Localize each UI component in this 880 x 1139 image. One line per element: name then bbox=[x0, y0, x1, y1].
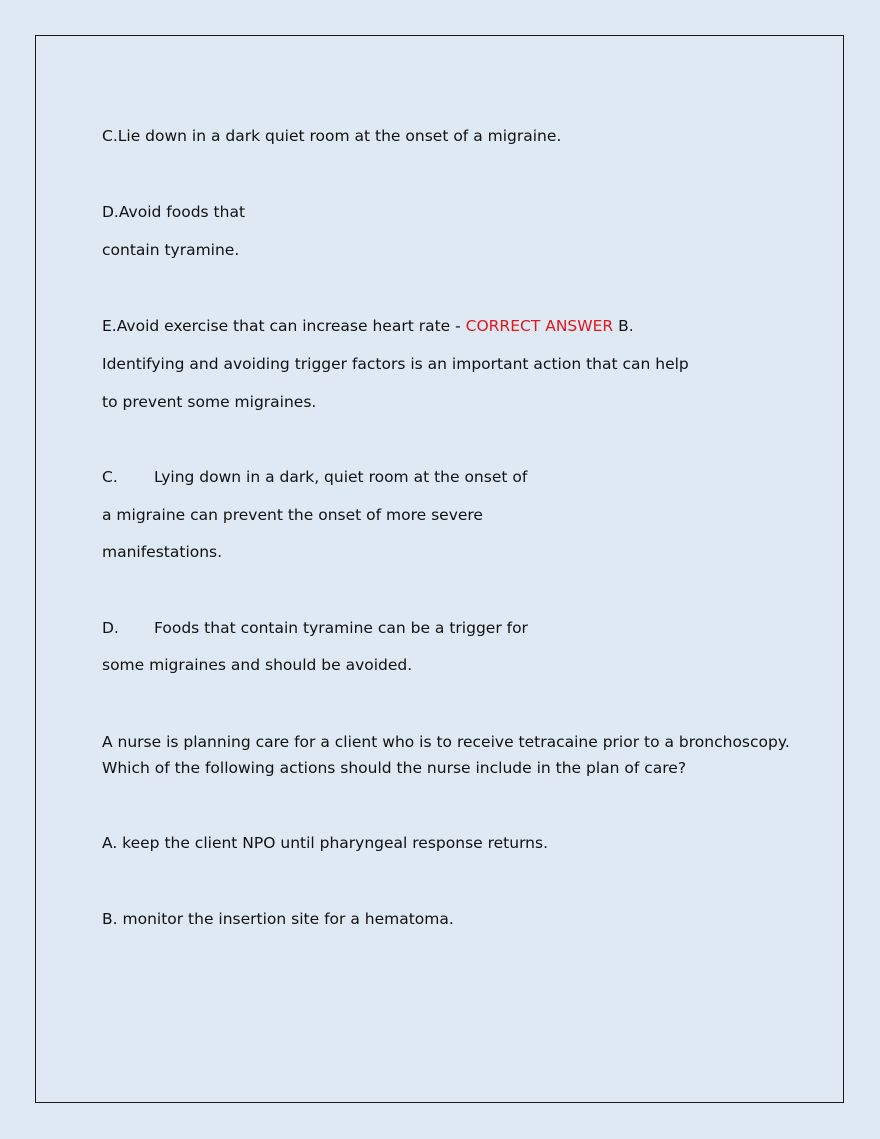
option-c-text: C.Lie down in a dark quiet room at the onset of a migraine. bbox=[102, 127, 562, 145]
option-e-line bbox=[102, 316, 634, 336]
question-line1: A nurse is planning care for a client who is to receive tetracaine prior to a bronchoscopy. bbox=[102, 733, 790, 751]
option-e-text: E.Avoid exercise that can increase heart rate - bbox=[102, 317, 466, 335]
rationale-c-line2: a migraine can prevent the onset of more severe bbox=[102, 506, 483, 524]
rationale-c-line3: manifestations. bbox=[102, 543, 223, 561]
correct-answer-label: CORRECT ANSWER bbox=[465, 317, 614, 335]
rationale-d-letter: D. bbox=[102, 619, 119, 637]
rationale-d-text: Foods that contain tyramine can be a trigger for bbox=[154, 619, 528, 637]
rationale-d-line2: some migraines and should be avoided. bbox=[102, 656, 413, 674]
rationale-c-letter: C. bbox=[102, 468, 118, 486]
rationale-b-line1: Identifying and avoiding trigger factors is an important action that can help bbox=[102, 355, 689, 373]
answer-option-b: B. monitor the insertion site for a hematoma. bbox=[102, 910, 454, 928]
option-d-text-line1: D.Avoid foods that bbox=[102, 203, 246, 221]
answer-b-marker: B. bbox=[613, 317, 634, 335]
rationale-d-line1 bbox=[102, 618, 528, 638]
page-border bbox=[35, 35, 844, 1103]
rationale-c-line1 bbox=[102, 467, 527, 487]
rationale-b-line2: to prevent some migraines. bbox=[102, 393, 317, 411]
question-line2: Which of the following actions should the nurse include in the plan of care? bbox=[102, 759, 687, 777]
answer-option-a: A. keep the client NPO until pharyngeal response returns. bbox=[102, 834, 549, 852]
rationale-c-text: Lying down in a dark, quiet room at the onset of bbox=[154, 468, 528, 486]
option-d-text-line2: contain tyramine. bbox=[102, 241, 240, 259]
